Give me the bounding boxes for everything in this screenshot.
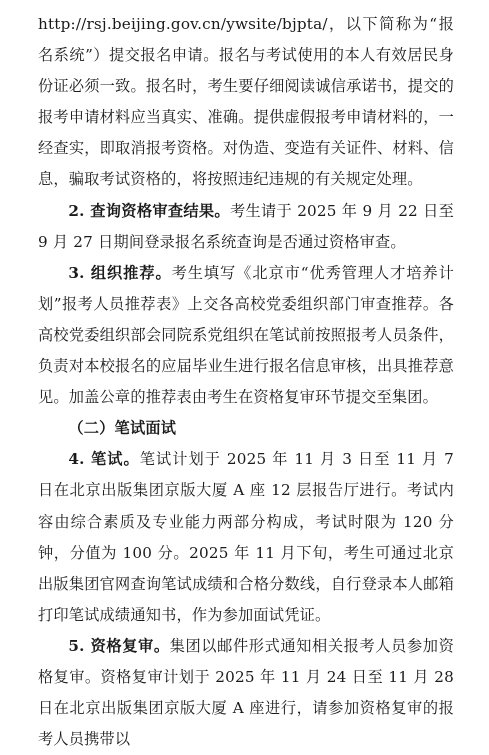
paragraph-qualification-recheck <box>38 631 454 755</box>
paragraph-heading: 5. 资格复审。 <box>68 636 170 655</box>
paragraph-text: 集团以邮件形式通知相关报考人员参加资格复审。资格复审计划于 2025 年 11 月 24 日至 11 月 28 日在北京出版集团京版大厦 A 座进行，请参加资格复审的报考人员携带以 <box>38 636 454 749</box>
paragraph-text: 考生请于 2025 年 9 月 22 日至 9 月 27 日期间登录报名系统查询是否通过资格审查。 <box>38 201 454 251</box>
paragraph-heading: 3. 组织推荐。 <box>68 263 172 282</box>
paragraph-text: http://rsj.beijing.gov.cn/ywsite/bjpta/，以下简称为“报名系统”）提交报名申请。报名与考试使用的本人有效居民身份证必须一致。报名时，考生要仔细阅读诚信承诺书，提交的报考申请材料应当真实、准确。提供虚假报考申请材料的，一经查实，即取消报考资格。对伪造、变造有关证件、材料、信息，骗取考试资格的，将按照违纪违规的有关规定处理。 <box>38 15 454 189</box>
paragraph-heading: 4. 笔试。 <box>68 450 140 469</box>
section-heading: （二）笔试面试 <box>68 419 177 438</box>
paragraph-registration-notice <box>38 9 454 196</box>
paragraph-written-exam <box>38 444 454 631</box>
paragraph-check-review-result <box>38 196 454 258</box>
paragraph-text: 笔试计划于 2025 年 11 月 3 日至 11 月 7 日在北京出版集团京版大厦 A 座 12 层报告厅进行。考试内容由综合素质及专业能力两部分构成，考试时限为 120 分钟，分值为 100 分。2025 年 11 月下旬，考生可通过北京出版集团官网查询笔试成绩和合格分数线，自行登录本人邮箱打印笔试成绩通知书，作为参加面试凭证。 <box>38 450 454 624</box>
section-heading-written-exam-interview <box>38 413 454 444</box>
paragraph-text: 考生填写《北京市“优秀管理人才培养计划”报考人员推荐表》上交各高校党委组织部门审查推荐。各高校党委组织部会同院系党组织在笔试前按照报考人员条件，负责对本校报名的应届毕业生进行报名信息审核，出具推荐意见。加盖公章的推荐表由考生在资格复审环节提交至集团。 <box>38 263 454 407</box>
paragraph-heading: 2. 查询资格审查结果。 <box>68 201 230 220</box>
paragraph-organization-recommendation <box>38 258 454 413</box>
document-page <box>38 9 454 755</box>
